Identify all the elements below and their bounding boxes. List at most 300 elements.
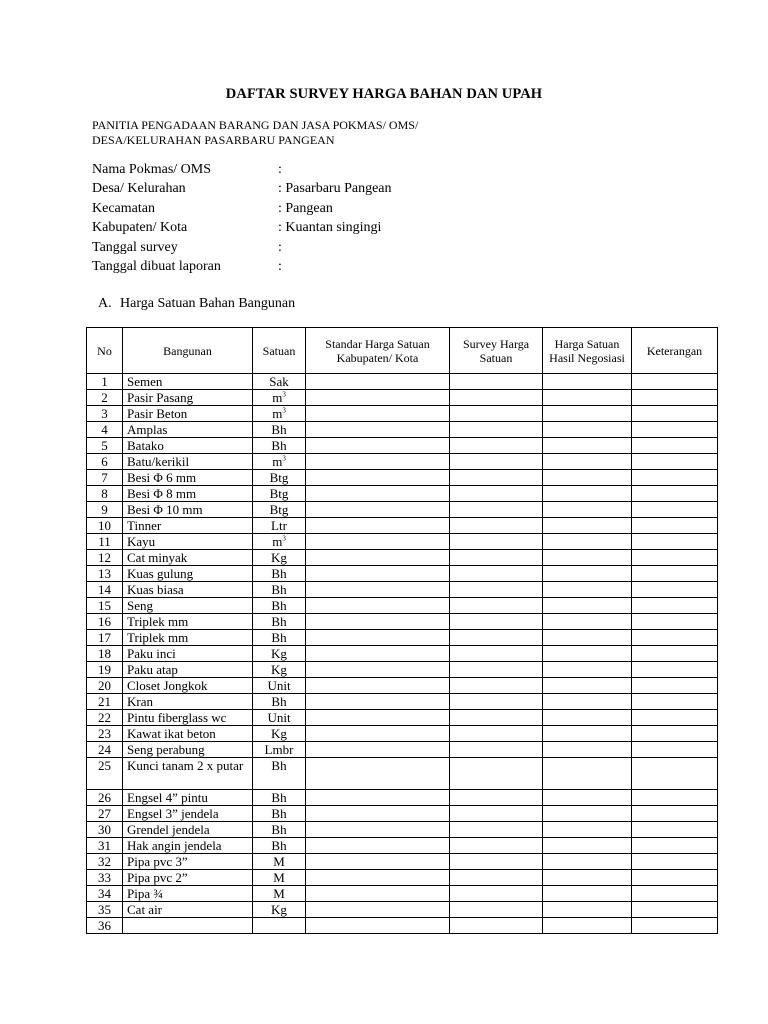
organization-block (92, 118, 418, 147)
section-letter: A. (98, 296, 112, 311)
org-line-2: DESA/KELURAHAN PASARBARU PANGEAN (92, 132, 335, 147)
cell-bangunan: Amplas (123, 422, 253, 438)
info-value: : Kuantan singingi (278, 220, 382, 236)
table-row (87, 662, 718, 678)
cell-survey (450, 710, 543, 726)
cell-keterangan (632, 854, 718, 870)
cell-keterangan (632, 422, 718, 438)
info-row-tanggal-laporan (92, 257, 392, 276)
table-row (87, 630, 718, 646)
cell-keterangan (632, 390, 718, 406)
table-row (87, 582, 718, 598)
cell-satuan: M (253, 854, 306, 870)
table-row (87, 710, 718, 726)
cell-keterangan (632, 838, 718, 854)
cell-survey (450, 822, 543, 838)
cell-bangunan: Hak angin jendela (123, 838, 253, 854)
cell-satuan: $m^3$ (253, 534, 306, 550)
cell-satuan: Kg (253, 646, 306, 662)
cell-bangunan: Pintu fiberglass wc (123, 710, 253, 726)
cell-no: 19 (87, 662, 123, 678)
cell-survey (450, 790, 543, 806)
cell-satuan: Bh (253, 838, 306, 854)
cell-hasil (543, 886, 632, 902)
cell-standar (306, 438, 450, 454)
cell-satuan: Kg (253, 726, 306, 742)
cell-no: 16 (87, 614, 123, 630)
cell-keterangan (632, 662, 718, 678)
table-header-row (87, 328, 718, 374)
cell-satuan: Lmbr (253, 742, 306, 758)
table-row (87, 886, 718, 902)
cell-survey (450, 806, 543, 822)
cell-hasil (543, 902, 632, 918)
cell-bangunan (123, 918, 253, 934)
cell-satuan: Sak (253, 374, 306, 390)
cell-survey (450, 742, 543, 758)
cell-no: 24 (87, 742, 123, 758)
cell-survey (450, 902, 543, 918)
price-survey-table (86, 327, 718, 934)
cell-satuan: Bh (253, 790, 306, 806)
cell-standar (306, 614, 450, 630)
cell-standar (306, 582, 450, 598)
cell-survey (450, 566, 543, 582)
cell-bangunan: Batako (123, 438, 253, 454)
cell-keterangan (632, 406, 718, 422)
cell-bangunan: Semen (123, 374, 253, 390)
info-row-nama-pokmas (92, 160, 392, 179)
info-row-desa (92, 179, 392, 198)
cell-standar (306, 790, 450, 806)
cell-hasil (543, 518, 632, 534)
cell-survey (450, 534, 543, 550)
cell-no: 31 (87, 838, 123, 854)
cell-satuan: Btg (253, 486, 306, 502)
table-row (87, 470, 718, 486)
cell-hasil (543, 854, 632, 870)
table-row (87, 694, 718, 710)
info-row-kabupaten (92, 218, 392, 237)
cell-hasil (543, 806, 632, 822)
table-row (87, 438, 718, 454)
cell-standar (306, 390, 450, 406)
cell-bangunan: Engsel 4” pintu (123, 790, 253, 806)
cell-keterangan (632, 902, 718, 918)
cell-satuan: Bh (253, 694, 306, 710)
cell-satuan: Ltr (253, 518, 306, 534)
info-label: Tanggal dibuat laporan (92, 258, 221, 274)
cell-standar (306, 630, 450, 646)
info-value: : (278, 239, 282, 255)
cell-bangunan: Pasir Pasang (123, 390, 253, 406)
cell-no: 17 (87, 630, 123, 646)
table-body (87, 374, 718, 934)
table-row (87, 598, 718, 614)
cell-bangunan: Kuas biasa (123, 582, 253, 598)
cell-hasil (543, 374, 632, 390)
cell-satuan: $m^3$ (253, 454, 306, 470)
cell-satuan: $m^3$ (253, 406, 306, 422)
cell-keterangan (632, 502, 718, 518)
cell-survey (450, 694, 543, 710)
cell-keterangan (632, 550, 718, 566)
cell-standar (306, 854, 450, 870)
cell-hasil (543, 918, 632, 934)
info-row-tanggal-survey (92, 238, 392, 257)
cell-no: 18 (87, 646, 123, 662)
cell-survey (450, 614, 543, 630)
cell-hasil (543, 758, 632, 790)
cell-no: 20 (87, 678, 123, 694)
cell-survey (450, 470, 543, 486)
header-survey: Survey Harga Satuan (450, 328, 543, 374)
cell-no: 10 (87, 518, 123, 534)
cell-satuan: Unit (253, 678, 306, 694)
cell-standar (306, 806, 450, 822)
table-row (87, 406, 718, 422)
table-row (87, 678, 718, 694)
cell-hasil (543, 470, 632, 486)
cell-no: 13 (87, 566, 123, 582)
cell-no: 27 (87, 806, 123, 822)
cell-keterangan (632, 758, 718, 790)
cell-standar (306, 758, 450, 790)
cell-standar (306, 470, 450, 486)
cell-keterangan (632, 566, 718, 582)
info-label: Kecamatan (92, 200, 155, 216)
cell-satuan: Btg (253, 470, 306, 486)
cell-no: 26 (87, 790, 123, 806)
cell-hasil (543, 646, 632, 662)
table-row (87, 726, 718, 742)
org-line-1: PANITIA PENGADAAN BARANG DAN JASA POKMAS/ OMS/ (92, 118, 419, 132)
info-label: Tanggal survey (92, 239, 178, 255)
cell-no: 35 (87, 902, 123, 918)
cell-standar (306, 550, 450, 566)
cell-hasil (543, 550, 632, 566)
cell-survey (450, 550, 543, 566)
cell-survey (450, 726, 543, 742)
cell-survey (450, 374, 543, 390)
cell-survey (450, 390, 543, 406)
table-row (87, 822, 718, 838)
cell-satuan: Bh (253, 582, 306, 598)
cell-standar (306, 646, 450, 662)
cell-keterangan (632, 822, 718, 838)
cell-bangunan: Cat air (123, 902, 253, 918)
cell-bangunan: Kawat ikat beton (123, 726, 253, 742)
cell-no: 11 (87, 534, 123, 550)
cell-keterangan (632, 438, 718, 454)
header-satuan: Satuan (253, 328, 306, 374)
cell-hasil (543, 422, 632, 438)
table-row (87, 518, 718, 534)
cell-bangunan: Cat minyak (123, 550, 253, 566)
cell-bangunan: Pipa pvc 3” (123, 854, 253, 870)
cell-standar (306, 678, 450, 694)
cell-hasil (543, 630, 632, 646)
cell-no: 23 (87, 726, 123, 742)
cell-bangunan: Triplek mm (123, 630, 253, 646)
cell-keterangan (632, 614, 718, 630)
cell-hasil (543, 710, 632, 726)
cell-keterangan (632, 726, 718, 742)
cell-hasil (543, 390, 632, 406)
cell-standar (306, 870, 450, 886)
cell-hasil (543, 694, 632, 710)
cell-keterangan (632, 454, 718, 470)
cell-survey (450, 486, 543, 502)
cell-no: 30 (87, 822, 123, 838)
cell-hasil (543, 502, 632, 518)
cell-standar (306, 726, 450, 742)
cell-keterangan (632, 694, 718, 710)
cell-keterangan (632, 646, 718, 662)
cell-bangunan: Seng perabung (123, 742, 253, 758)
cell-no: 15 (87, 598, 123, 614)
cell-no: 3 (87, 406, 123, 422)
cell-survey (450, 454, 543, 470)
cell-standar (306, 838, 450, 854)
cell-survey (450, 518, 543, 534)
cell-keterangan (632, 582, 718, 598)
cell-standar (306, 918, 450, 934)
cell-no: 6 (87, 454, 123, 470)
cell-standar (306, 374, 450, 390)
cell-no: 32 (87, 854, 123, 870)
table-row (87, 454, 718, 470)
cell-survey (450, 918, 543, 934)
cell-standar (306, 902, 450, 918)
cell-bangunan: Seng (123, 598, 253, 614)
info-label: Kabupaten/ Kota (92, 220, 188, 236)
cell-satuan: Kg (253, 550, 306, 566)
cell-satuan: Bh (253, 630, 306, 646)
cell-keterangan (632, 710, 718, 726)
cell-bangunan: Besi Φ 10 mm (123, 502, 253, 518)
cell-satuan: $m^3$ (253, 390, 306, 406)
info-label: Nama Pokmas/ OMS (92, 162, 211, 177)
cell-bangunan: Batu/kerikil (123, 454, 253, 470)
cell-hasil (543, 822, 632, 838)
table-row (87, 390, 718, 406)
cell-no: 8 (87, 486, 123, 502)
cell-keterangan (632, 678, 718, 694)
cell-satuan: Unit (253, 710, 306, 726)
table-row (87, 550, 718, 566)
cell-keterangan (632, 470, 718, 486)
cell-no: 36 (87, 918, 123, 934)
table-row (87, 422, 718, 438)
cell-no: 22 (87, 710, 123, 726)
cell-hasil (543, 838, 632, 854)
cell-no: 12 (87, 550, 123, 566)
cell-bangunan: Paku atap (123, 662, 253, 678)
cell-satuan: Kg (253, 902, 306, 918)
cell-bangunan: Engsel 3” jendela (123, 806, 253, 822)
cell-satuan: Kg (253, 662, 306, 678)
cell-satuan: M (253, 870, 306, 886)
cell-hasil (543, 406, 632, 422)
header-keterangan: Keterangan (632, 328, 718, 374)
cell-standar (306, 662, 450, 678)
cell-hasil (543, 614, 632, 630)
cell-no: 34 (87, 886, 123, 902)
table-row (87, 742, 718, 758)
cell-no: 7 (87, 470, 123, 486)
cell-survey (450, 598, 543, 614)
cell-standar (306, 742, 450, 758)
table-row (87, 566, 718, 582)
cell-bangunan: Kayu (123, 534, 253, 550)
cell-hasil (543, 566, 632, 582)
cell-satuan: Bh (253, 422, 306, 438)
header-hasil: Harga Satuan Hasil Negosiasi (543, 328, 632, 374)
cell-no: 33 (87, 870, 123, 886)
cell-survey (450, 662, 543, 678)
cell-satuan: Bh (253, 598, 306, 614)
cell-hasil (543, 582, 632, 598)
cell-hasil (543, 534, 632, 550)
table-row (87, 806, 718, 822)
info-value: : Pasarbaru Pangean (278, 181, 392, 197)
cell-satuan: Bh (253, 822, 306, 838)
cell-standar (306, 822, 450, 838)
cell-survey (450, 438, 543, 454)
info-block (92, 160, 392, 276)
table-row (87, 902, 718, 918)
header-standar: Standar Harga Satuan Kabupaten/ Kota (306, 328, 450, 374)
cell-bangunan: Paku inci (123, 646, 253, 662)
section-heading (98, 296, 295, 312)
cell-keterangan (632, 806, 718, 822)
cell-keterangan (632, 518, 718, 534)
cell-hasil (543, 662, 632, 678)
cell-standar (306, 694, 450, 710)
cell-hasil (543, 678, 632, 694)
cell-bangunan: Pasir Beton (123, 406, 253, 422)
cell-survey (450, 630, 543, 646)
cell-satuan: Bh (253, 438, 306, 454)
table-row (87, 838, 718, 854)
cell-hasil (543, 454, 632, 470)
table-row (87, 918, 718, 934)
table-row (87, 758, 718, 790)
cell-satuan: Bh (253, 614, 306, 630)
cell-survey (450, 502, 543, 518)
cell-bangunan: Triplek mm (123, 614, 253, 630)
cell-survey (450, 646, 543, 662)
cell-satuan: Btg (253, 502, 306, 518)
cell-satuan: Bh (253, 758, 306, 790)
info-value: : (278, 258, 282, 274)
cell-bangunan: Tinner (123, 518, 253, 534)
cell-no: 14 (87, 582, 123, 598)
cell-bangunan: Pipa ¾ (123, 886, 253, 902)
document-title: DAFTAR SURVEY HARGA BAHAN DAN UPAH (225, 86, 543, 102)
cell-hasil (543, 598, 632, 614)
cell-standar (306, 518, 450, 534)
cell-survey (450, 406, 543, 422)
cell-satuan: Bh (253, 566, 306, 582)
cell-no: 2 (87, 390, 123, 406)
cell-hasil (543, 870, 632, 886)
cell-bangunan: Pipa pvc 2” (123, 870, 253, 886)
info-label: Desa/ Kelurahan (92, 181, 186, 197)
cell-keterangan (632, 790, 718, 806)
cell-keterangan (632, 534, 718, 550)
table-row (87, 486, 718, 502)
table-row (87, 502, 718, 518)
cell-keterangan (632, 870, 718, 886)
cell-survey (450, 854, 543, 870)
info-value: : (278, 162, 282, 177)
section-title: Harga Satuan Bahan Bangunan (120, 296, 296, 311)
cell-standar (306, 422, 450, 438)
table-row (87, 854, 718, 870)
cell-survey (450, 886, 543, 902)
cell-standar (306, 598, 450, 614)
cell-survey (450, 422, 543, 438)
cell-bangunan: Besi Φ 6 mm (123, 470, 253, 486)
table-row (87, 614, 718, 630)
cell-standar (306, 566, 450, 582)
cell-standar (306, 534, 450, 550)
cell-bangunan: Kuas gulung (123, 566, 253, 582)
cell-satuan: M (253, 886, 306, 902)
cell-keterangan (632, 742, 718, 758)
cell-standar (306, 486, 450, 502)
info-value: : Pangean (278, 200, 333, 216)
cell-no: 5 (87, 438, 123, 454)
cell-survey (450, 582, 543, 598)
cell-survey (450, 678, 543, 694)
cell-bangunan: Kunci tanam 2 x putar (123, 758, 253, 790)
table-row (87, 374, 718, 390)
cell-no: 21 (87, 694, 123, 710)
cell-hasil (543, 726, 632, 742)
table-row (87, 790, 718, 806)
cell-standar (306, 502, 450, 518)
cell-survey (450, 838, 543, 854)
cell-no: 4 (87, 422, 123, 438)
cell-keterangan (632, 886, 718, 902)
table-row (87, 534, 718, 550)
cell-no: 1 (87, 374, 123, 390)
table-row (87, 646, 718, 662)
info-row-kecamatan (92, 199, 392, 218)
cell-satuan (253, 918, 306, 934)
cell-standar (306, 406, 450, 422)
cell-keterangan (632, 374, 718, 390)
cell-keterangan (632, 598, 718, 614)
header-no: No (87, 328, 123, 374)
table-row (87, 870, 718, 886)
cell-standar (306, 454, 450, 470)
cell-bangunan: Grendel jendela (123, 822, 253, 838)
cell-standar (306, 886, 450, 902)
cell-bangunan: Besi Φ 8 mm (123, 486, 253, 502)
cell-bangunan: Closet Jongkok (123, 678, 253, 694)
cell-keterangan (632, 486, 718, 502)
cell-no: 9 (87, 502, 123, 518)
cell-survey (450, 870, 543, 886)
cell-hasil (543, 438, 632, 454)
cell-keterangan (632, 918, 718, 934)
cell-keterangan (632, 630, 718, 646)
cell-standar (306, 710, 450, 726)
